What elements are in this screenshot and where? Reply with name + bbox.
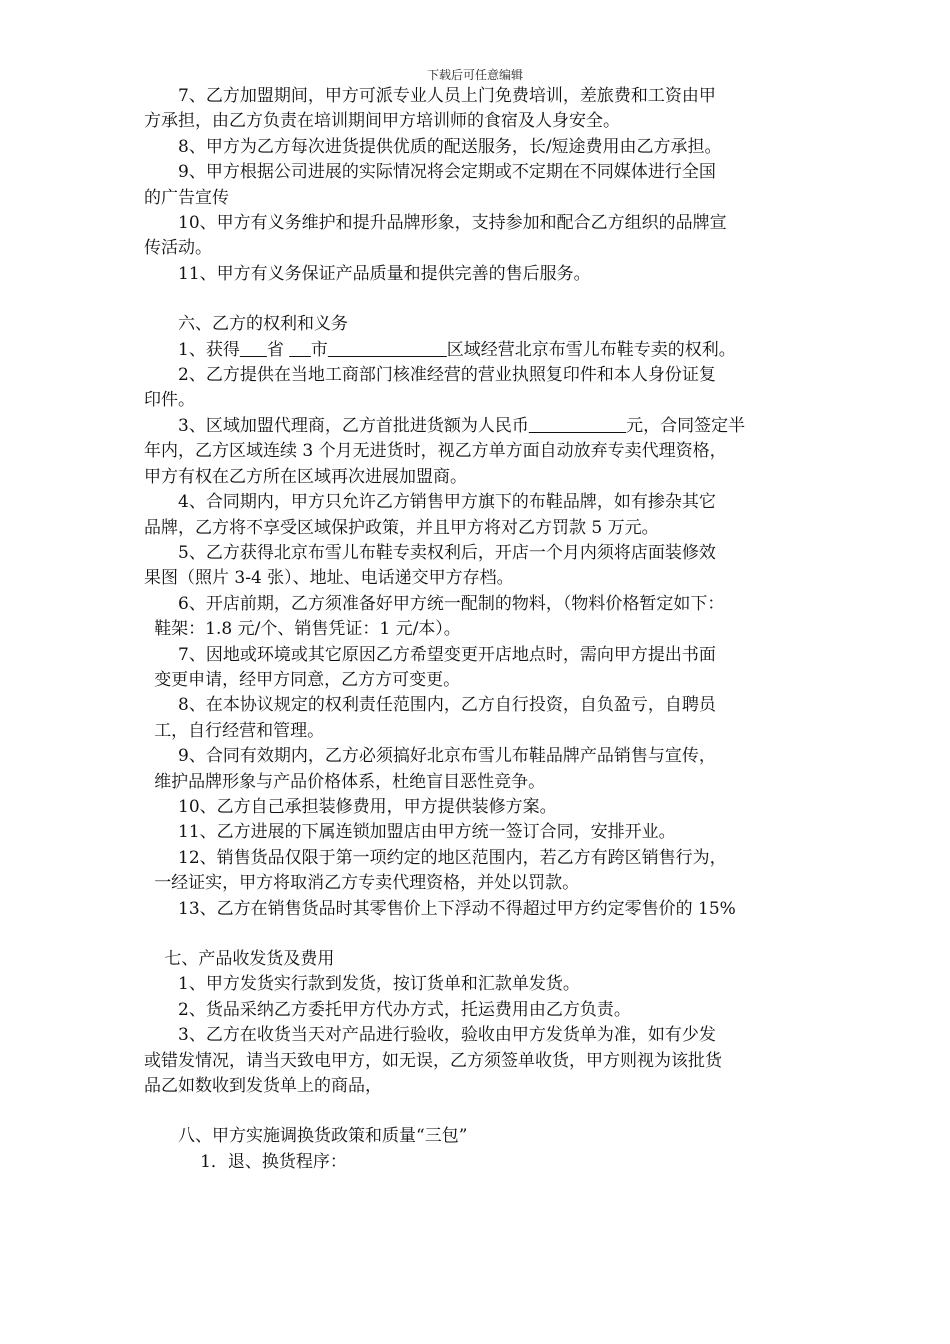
- document-body: [144, 84, 808, 1175]
- blank-province: [240, 340, 267, 360]
- s7-item3-line3: 品乙如数收到发货单上的商品，: [144, 1076, 382, 1097]
- s5-item11: 11、甲方有义务保证产品质量和提供完善的售后服务。: [178, 263, 591, 284]
- s6-item9-line1: 9、合同有效期内，乙方必须搞好北京布雪儿布鞋品牌产品销售与宣传，: [178, 746, 716, 767]
- s6-item12-line2: 一经证实，甲方将取消乙方专卖代理资格，并处以罚款。: [154, 873, 580, 894]
- blank-district: [328, 340, 447, 360]
- section-gap: [144, 287, 808, 312]
- s6-item3-line2: 年内，乙方区域连续 3 个月无进货时，视乙方单方面自动放弃专卖代理资格，: [144, 441, 727, 462]
- s6-item4-line2: 品牌，乙方将不享受区域保护政策，并且甲方将对乙方罚款 5 万元。: [144, 517, 659, 538]
- s5-item10-line1: 10、甲方有义务维护和提升品牌形象，支持参加和配合乙方组织的品牌宣: [178, 213, 727, 234]
- s6-item7-line2: 变更申请，经甲方同意，乙方方可变更。: [154, 669, 461, 690]
- s5-item8: 8、甲方为乙方每次进货提供优质的配送服务，长/短途费用由乙方承担。: [178, 136, 722, 157]
- s8-item1: 1．退、换货程序：: [200, 1151, 347, 1172]
- s6-item7-line1: 7、因地或环境或其它原因乙方希望变更开店地点时，需向甲方提出书面: [178, 644, 716, 665]
- s6-item1-suffix: 区域经营北京布雪儿布鞋专卖的权利。: [446, 339, 736, 360]
- s5-item7-line1: 7、乙方加盟期间，甲方可派专业人员上门免费培训，差旅费和工资由甲: [178, 86, 716, 106]
- s6-item2-line1: 2、乙方提供在当地工商部门核准经营的营业执照复印件和本人身份证复: [178, 365, 716, 386]
- section7-title: 七、产品收发货及费用: [164, 949, 335, 969]
- s6-item3-line3: 甲方有权在乙方所在区域再次进展加盟商。: [144, 466, 467, 487]
- page-header-note: 下载后可任意编辑: [426, 68, 523, 82]
- s6-item1-province: 省: [266, 339, 284, 360]
- s6-item13: 13、乙方在销售货品时其零售价上下浮动不得超过甲方约定零售价的 15%: [178, 898, 736, 919]
- s6-item3-prefix: 3、区域加盟代理商，乙方首批进货额为人民币: [178, 415, 529, 436]
- s6-item11: 11、乙方进展的下属连锁加盟店由甲方统一签订合同，安排开业。: [178, 822, 676, 843]
- s6-item1: [144, 338, 808, 363]
- s6-item2-line2: 印件。: [144, 390, 195, 411]
- s6-item1-city: 市: [310, 339, 328, 360]
- s7-item1: 1、甲方发货实行款到发货，按订货单和汇款单发货。: [178, 974, 580, 995]
- s6-item9-line2: 维护品牌形象与产品价格体系，杜绝盲目恶性竞争。: [154, 771, 546, 792]
- s6-item6-line1: 6、开店前期，乙方须准备好甲方统一配制的物料，（物料价格暂定如下：: [178, 593, 725, 614]
- section6-title: 六、乙方的权利和义务: [178, 314, 348, 335]
- s6-item3-line1: [144, 414, 808, 439]
- s6-item6-line2: 鞋架：1.8 元/个、销售凭证：1 元/本）。: [154, 619, 461, 640]
- blank-city: [289, 340, 311, 360]
- section-gap: [144, 922, 808, 947]
- s7-item3-line1: 3、乙方在收货当天对产品进行验收，验收由甲方发货单为准，如有少发: [178, 1025, 716, 1046]
- s5-item9-line2: 的广告宣传: [144, 187, 229, 208]
- s6-item4-line1: 4、合同期内，甲方只允许乙方销售甲方旗下的布鞋品牌，如有掺杂其它: [178, 492, 716, 513]
- section-gap: [144, 1099, 808, 1124]
- section8-title: 八、甲方实施调换货政策和质量“三包”: [178, 1126, 468, 1147]
- s6-item3-suffix: 元，合同签定半: [626, 415, 746, 436]
- s6-item8-line1: 8、在本协议规定的权利责任范围内，乙方自行投资，自负盈亏，自聘员: [178, 695, 716, 716]
- s5-item7-line2: 方承担，由乙方负责在培训期间甲方培训师的食宿及人身安全。: [144, 111, 620, 132]
- s6-item8-line2: 工，自行经营和管理。: [154, 720, 325, 741]
- s5-item9-line1: 9、甲方根据公司进展的实际情况将会定期或不定期在不同媒体进行全国: [178, 162, 716, 183]
- s7-item3-line2: 或错发情况，请当天致电甲方，如无误，乙方须签单收货，甲方则视为该批货: [144, 1050, 722, 1071]
- s7-item2: 2、货品采纳乙方委托甲方代办方式，托运费用由乙方负责。: [178, 999, 631, 1020]
- s6-item5-line1: 5、乙方获得北京布雪儿布鞋专卖权利后，开店一个月内须将店面装修效: [178, 542, 716, 563]
- s5-item10-line2: 传活动。: [144, 238, 212, 259]
- s6-item12-line1: 12、销售货品仅限于第一项约定的地区范围内，若乙方有跨区销售行为，: [178, 847, 727, 868]
- s6-item5-line2: 果图（照片 3-4 张）、地址、电话递交甲方存档。: [144, 568, 514, 589]
- s6-item10: 10、乙方自己承担装修费用，甲方提供装修方案。: [178, 796, 557, 817]
- blank-amount: [529, 416, 626, 436]
- s6-item1-prefix: 1、获得: [178, 339, 240, 360]
